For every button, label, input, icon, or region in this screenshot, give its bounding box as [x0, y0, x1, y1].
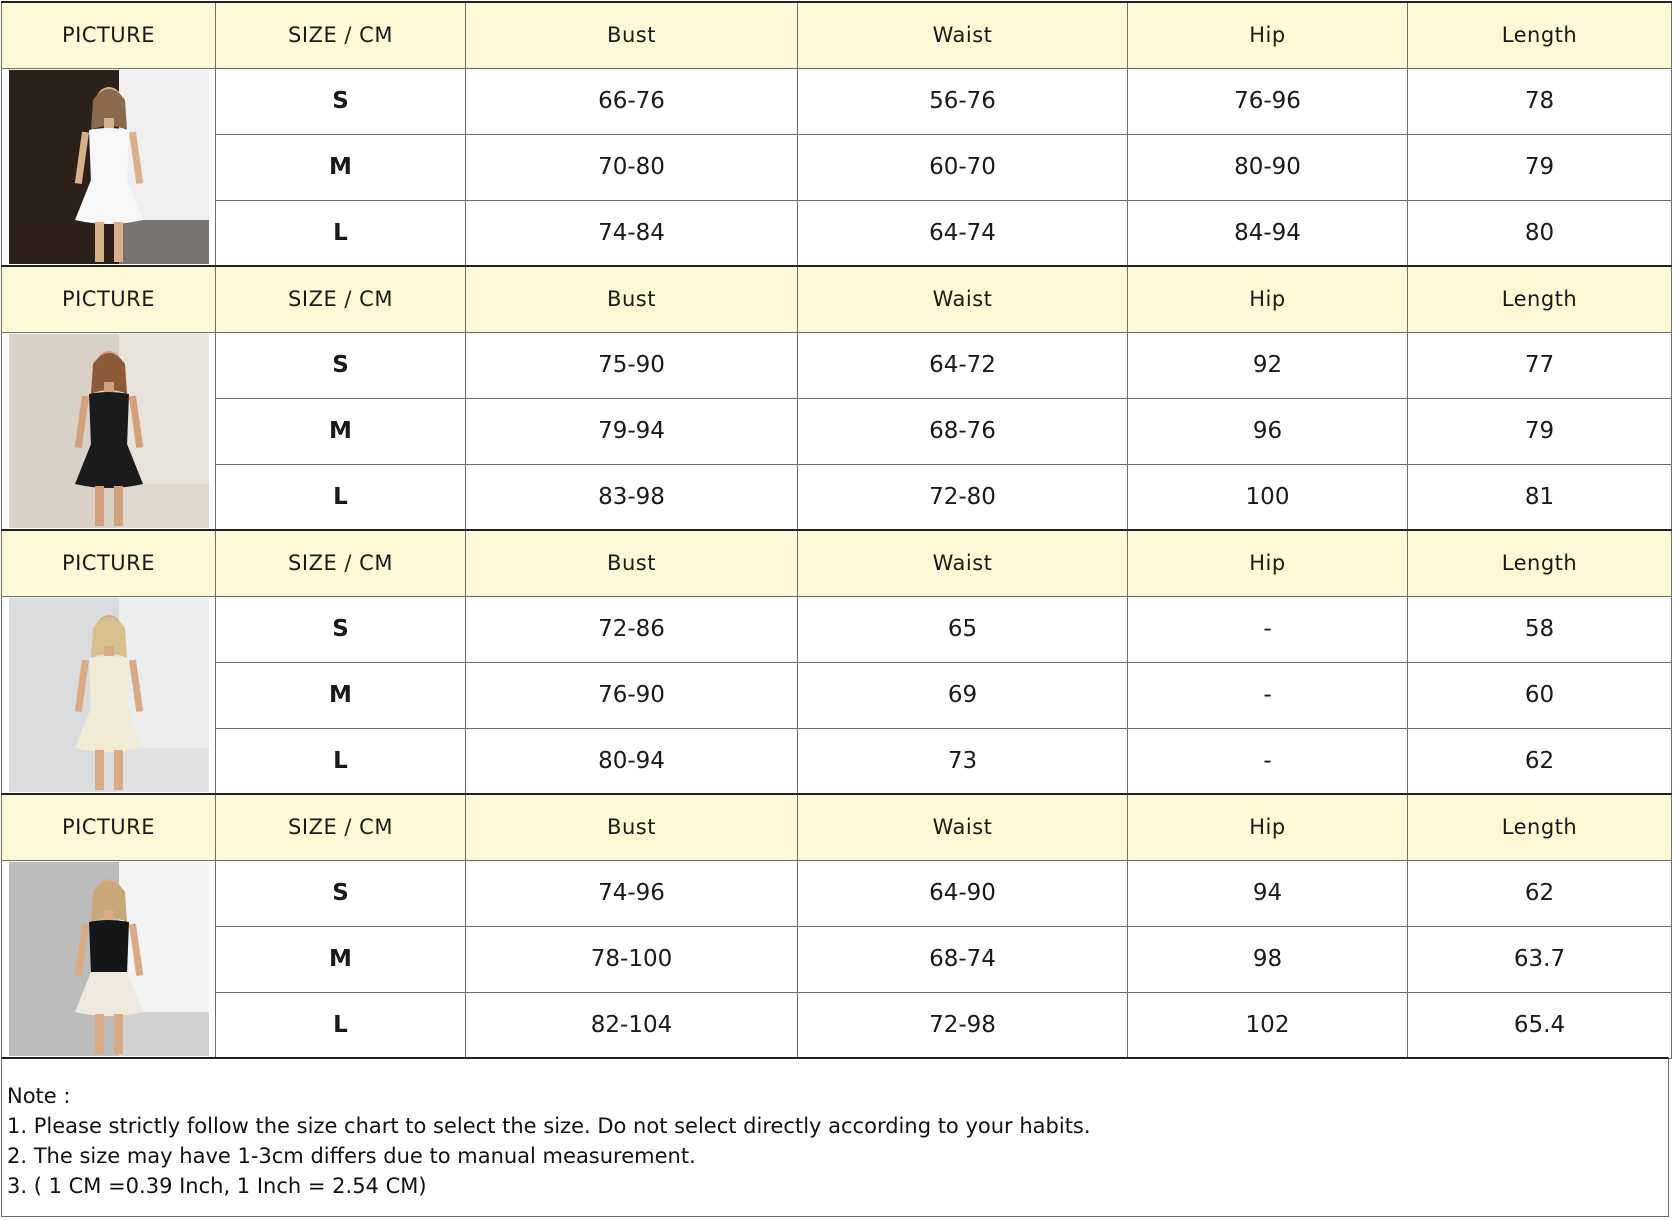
- waist-cell: 60-70: [798, 134, 1128, 200]
- note-line-3: 3. ( 1 CM =0.39 Inch, 1 Inch = 2.54 CM): [7, 1174, 427, 1198]
- size-header: SIZE / CM: [216, 266, 466, 332]
- hip-header: Hip: [1128, 794, 1408, 860]
- model-leg-right: [114, 1014, 123, 1054]
- bust-header: Bust: [466, 794, 798, 860]
- waist-cell: 68-74: [798, 926, 1128, 992]
- bust-cell: 82-104: [466, 992, 798, 1058]
- waist-header: Waist: [798, 2, 1128, 68]
- length-cell: 78: [1408, 68, 1672, 134]
- bust-cell: 75-90: [466, 332, 798, 398]
- header-row: [2, 266, 1672, 332]
- length-cell: 62: [1408, 860, 1672, 926]
- hip-cell: -: [1128, 728, 1408, 794]
- waist-cell: 72-98: [798, 992, 1128, 1058]
- waist-cell: 69: [798, 662, 1128, 728]
- model-leg-left: [95, 1014, 104, 1054]
- length-header: Length: [1408, 2, 1672, 68]
- bust-cell: 74-84: [466, 200, 798, 266]
- size-row: [2, 68, 1672, 134]
- size-cell: L: [216, 464, 466, 530]
- photo-floor: [9, 220, 209, 264]
- size-row: [2, 332, 1672, 398]
- size-header: SIZE / CM: [216, 2, 466, 68]
- model-leg-left: [95, 750, 104, 790]
- size-row: [2, 200, 1672, 266]
- size-row: [2, 662, 1672, 728]
- hip-cell: 84-94: [1128, 200, 1408, 266]
- size-cell: L: [216, 728, 466, 794]
- hip-cell: 94: [1128, 860, 1408, 926]
- waist-cell: 64-90: [798, 860, 1128, 926]
- black-cream-dress-photo: [9, 862, 209, 1056]
- bust-header: Bust: [466, 266, 798, 332]
- picture-header: PICTURE: [2, 794, 216, 860]
- model-leg-left: [95, 486, 104, 526]
- model-leg-right: [114, 486, 123, 526]
- dress-top: [89, 128, 129, 182]
- waist-cell: 64-72: [798, 332, 1128, 398]
- length-cell: 58: [1408, 596, 1672, 662]
- waist-header: Waist: [798, 266, 1128, 332]
- bust-cell: 74-96: [466, 860, 798, 926]
- picture-cell: [2, 860, 216, 1058]
- photo-floor: [9, 484, 209, 528]
- picture-header: PICTURE: [2, 266, 216, 332]
- bust-cell: 80-94: [466, 728, 798, 794]
- hip-cell: 92: [1128, 332, 1408, 398]
- length-cell: 79: [1408, 398, 1672, 464]
- hip-cell: 96: [1128, 398, 1408, 464]
- length-cell: 81: [1408, 464, 1672, 530]
- size-row: [2, 992, 1672, 1058]
- hip-cell: 98: [1128, 926, 1408, 992]
- note-line-2: 2. The size may have 1-3cm differs due to manual measurement.: [7, 1144, 696, 1168]
- size-row: [2, 596, 1672, 662]
- note-line-1: 1. Please strictly follow the size chart to select the size. Do not select directly according to your habits.: [7, 1114, 1091, 1138]
- dress-top: [89, 920, 129, 974]
- bust-header: Bust: [466, 2, 798, 68]
- size-row: [2, 728, 1672, 794]
- hip-header: Hip: [1128, 2, 1408, 68]
- waist-header: Waist: [798, 530, 1128, 596]
- size-row: [2, 398, 1672, 464]
- header-row: [2, 2, 1672, 68]
- waist-cell: 64-74: [798, 200, 1128, 266]
- size-cell: S: [216, 68, 466, 134]
- header-row: [2, 530, 1672, 596]
- waist-cell: 65: [798, 596, 1128, 662]
- length-cell: 80: [1408, 200, 1672, 266]
- picture-cell: [2, 332, 216, 530]
- waist-cell: 56-76: [798, 68, 1128, 134]
- photo-floor: [9, 748, 209, 792]
- bust-cell: 70-80: [466, 134, 798, 200]
- length-cell: 63.7: [1408, 926, 1672, 992]
- size-cell: S: [216, 596, 466, 662]
- model-leg-left: [95, 222, 104, 262]
- hip-cell: 102: [1128, 992, 1408, 1058]
- bust-cell: 79-94: [466, 398, 798, 464]
- picture-cell: [2, 68, 216, 266]
- size-cell: L: [216, 992, 466, 1058]
- black-bubble-dress-photo: [9, 334, 209, 528]
- dress-top: [89, 656, 129, 710]
- hip-header: Hip: [1128, 530, 1408, 596]
- bust-cell: 78-100: [466, 926, 798, 992]
- note-section: [1, 1057, 1669, 1217]
- hip-header: Hip: [1128, 266, 1408, 332]
- length-cell: 60: [1408, 662, 1672, 728]
- size-cell: S: [216, 332, 466, 398]
- size-cell: M: [216, 662, 466, 728]
- picture-header: PICTURE: [2, 530, 216, 596]
- photo-floor: [9, 1012, 209, 1056]
- picture-cell: [2, 596, 216, 794]
- length-header: Length: [1408, 266, 1672, 332]
- model-leg-right: [114, 222, 123, 262]
- bust-header: Bust: [466, 530, 798, 596]
- bust-cell: 66-76: [466, 68, 798, 134]
- note-title: Note :: [7, 1084, 71, 1108]
- size-row: [2, 464, 1672, 530]
- white-ruffle-dress-photo: [9, 70, 209, 264]
- hip-cell: -: [1128, 662, 1408, 728]
- waist-cell: 72-80: [798, 464, 1128, 530]
- hip-cell: 100: [1128, 464, 1408, 530]
- hip-cell: 80-90: [1128, 134, 1408, 200]
- dress-top: [89, 392, 129, 446]
- size-row: [2, 860, 1672, 926]
- bust-cell: 76-90: [466, 662, 798, 728]
- bust-cell: 72-86: [466, 596, 798, 662]
- hip-cell: -: [1128, 596, 1408, 662]
- size-cell: M: [216, 926, 466, 992]
- size-row: [2, 926, 1672, 992]
- waist-cell: 68-76: [798, 398, 1128, 464]
- bust-cell: 83-98: [466, 464, 798, 530]
- waist-cell: 73: [798, 728, 1128, 794]
- length-header: Length: [1408, 794, 1672, 860]
- size-cell: L: [216, 200, 466, 266]
- size-cell: S: [216, 860, 466, 926]
- picture-header: PICTURE: [2, 2, 216, 68]
- length-cell: 65.4: [1408, 992, 1672, 1058]
- size-cell: M: [216, 398, 466, 464]
- size-header: SIZE / CM: [216, 530, 466, 596]
- length-cell: 79: [1408, 134, 1672, 200]
- size-cell: M: [216, 134, 466, 200]
- size-table: [1, 1, 1672, 1059]
- waist-header: Waist: [798, 794, 1128, 860]
- header-row: [2, 794, 1672, 860]
- size-row: [2, 134, 1672, 200]
- cream-strapless-dress-photo: [9, 598, 209, 792]
- model-leg-right: [114, 750, 123, 790]
- length-header: Length: [1408, 530, 1672, 596]
- length-cell: 77: [1408, 332, 1672, 398]
- length-cell: 62: [1408, 728, 1672, 794]
- hip-cell: 76-96: [1128, 68, 1408, 134]
- size-header: SIZE / CM: [216, 794, 466, 860]
